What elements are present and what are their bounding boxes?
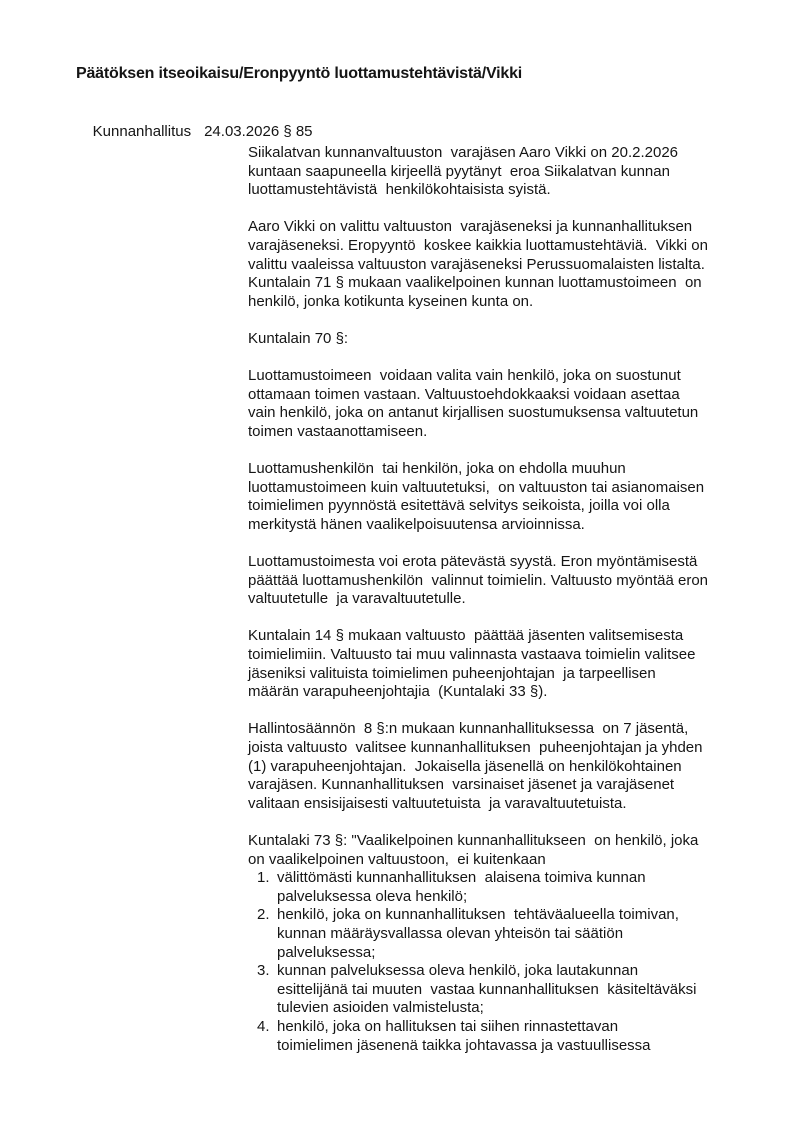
list-item (248, 1018, 778, 1055)
text-line: Siikalatvan kunnanvaltuuston varajäsen Aaro Vikki on 20.2.2026 (248, 144, 679, 161)
text-line: valtuutetulle ja varavaltuutetulle. (248, 590, 466, 608)
paragraph (248, 553, 778, 609)
text-line: henkilö, jonka kotikunta kyseinen kunta on. (248, 292, 534, 310)
committee-name: Kunnanhallitus (92, 123, 192, 140)
paragraph (248, 627, 778, 701)
text-line: henkilö, joka on hallituksen tai siihen rinnastettavan (277, 1017, 619, 1035)
text-line: Kuntalain 14 § mukaan valtuusto päättää jäsenten valitsemisesta (248, 627, 684, 645)
text-line: Kuntalaki 73 §: "Vaalikelpoinen kunnanhallitukseen on henkilö, joka (248, 831, 699, 849)
text-line: valitaan ensisijaisesti valtuutetuista ja varavaltuutetuista. (248, 794, 627, 812)
text-line: toimielimen pyynnöstä esitettävä selvitys seikoista, joilla voi olla (248, 497, 670, 515)
text-line: jäseniksi valituista toimielimen puheenjohtajan ja tarpeellisen (248, 664, 656, 682)
list-item (248, 869, 778, 906)
text-line: toimielimen jäsenenä taikka johtavassa ja vastuullisessa (277, 1036, 651, 1054)
text-line: palveluksessa; (277, 943, 376, 961)
paragraph (248, 720, 778, 813)
text-line: varajäsen. Kunnanhallituksen varsinaiset jäsenet ja varajäsenet (248, 776, 675, 794)
text-line: henkilö, joka on kunnanhallituksen tehtäväalueella toimivan, (277, 906, 679, 924)
paragraph (248, 367, 778, 441)
document-body (248, 144, 778, 1055)
text-line: Kuntalain 71 § mukaan vaalikelpoinen kunnan luottamustoimeen on (248, 274, 702, 292)
text-line: toimen vastaanottamiseen. (248, 422, 428, 440)
text-line: vain henkilö, joka on antanut kirjallisen suostumuksensa valtuutetun (248, 404, 699, 422)
list-item-number: 1. (257, 869, 270, 887)
text-line: esittelijänä tai muuten vastaa kunnanhallituksen käsiteltäväksi (277, 980, 697, 998)
paragraph (248, 218, 778, 311)
list-item-number: 2. (257, 906, 270, 924)
paragraph (248, 460, 778, 534)
text-line: ottamaan toimen vastaan. Valtuustoehdokkaaksi voidaan asettaa (248, 385, 680, 403)
text-line: Luottamustoimeen voidaan valita vain henkilö, joka on suostunut (248, 367, 681, 385)
text-line: määrän varapuheenjohtajia (Kuntalaki 33 §). (248, 683, 548, 701)
text-line: Luottamustoimesta voi erota pätevästä syystä. Eron myöntämisestä (248, 553, 698, 571)
text-line: valittu vaaleissa valtuuston varajäseneksi Perussuomalaisten listalta. (248, 255, 705, 273)
text-line: välittömästi kunnanhallituksen alaisena toimiva kunnan (277, 869, 646, 887)
text-line: luottamustoimeen kuin valtuutetuksi, on valtuuston tai asianomaisen (248, 478, 705, 496)
list-item (248, 962, 778, 1018)
text-line: Kuntalain 70 §: (248, 329, 349, 347)
text-line: kuntaan saapuneella kirjeellä pyytänyt eroa Siikalatvan kunnan (248, 162, 670, 180)
text-line: (1) varapuheenjohtajan. Jokaisella jäsenellä on henkilökohtainen (248, 757, 682, 775)
meeting-date-section: 24.03.2026 § 85 (204, 123, 313, 140)
text-line: on vaalikelpoinen valtuustoon, ei kuitenkaan (248, 850, 546, 868)
list-item-number: 4. (257, 1017, 270, 1035)
text-line: kunnan palveluksessa oleva henkilö, joka lautakunnan (277, 962, 639, 980)
text-line: palveluksessa oleva henkilö; (277, 887, 468, 905)
paragraph (248, 832, 778, 1055)
text-line: Luottamushenkilön tai henkilön, joka on ehdolla muuhun (248, 460, 626, 478)
text-line: joista valtuusto valitsee kunnanhallituksen puheenjohtajan ja yhden (248, 739, 703, 756)
text-line: Hallintosäännön 8 §:n mukaan kunnanhallituksessa on 7 jäsentä, (248, 720, 689, 738)
text-line: varajäseneksi. Eropyyntö koskee kaikkia luottamustehtäviä. Vikki on (248, 236, 708, 254)
text-line: luottamustehtävistä henkilökohtaisista syistä. (248, 181, 551, 199)
text-line: toimielimiin. Valtuusto tai muu valinnasta vastaava toimielin valitsee (248, 646, 696, 664)
paragraph (248, 144, 778, 200)
list-item-number: 3. (257, 962, 270, 980)
document-title: Päätöksen itseoikaisu/Eronpyyntö luottamustehtävistä/Vikki (76, 65, 523, 82)
list-item (248, 906, 778, 962)
text-line: merkitystä hänen vaalikelpoisuutensa arvioinnissa. (248, 515, 585, 533)
text-line: Aaro Vikki on valittu valtuuston varajäseneksi ja kunnanhallituksen (248, 218, 693, 236)
text-line: päättää luottamushenkilön valinnut toimielin. Valtuusto myöntää eron (248, 571, 708, 589)
text-line: kunnan määräysvallassa olevan yhteisön tai säätiön (277, 924, 624, 942)
text-line: tulevien asioiden valmistelusta; (277, 999, 484, 1017)
paragraph (248, 330, 778, 349)
